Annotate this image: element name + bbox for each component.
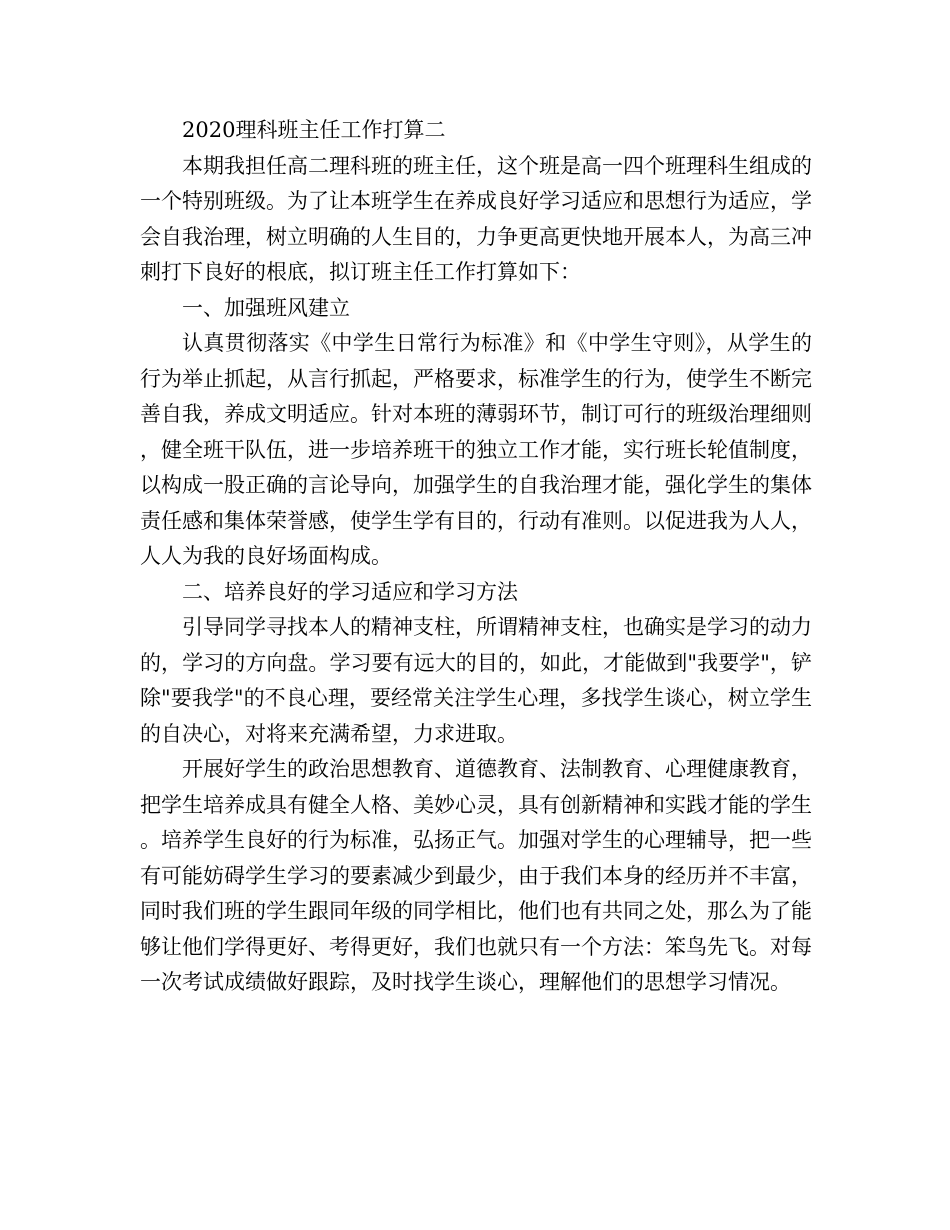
section-2-paragraph-2: 开展好学生的政治思想教育、道德教育、法制教育、心理健康教育，把学生培养成具有健全人格、美妙心灵，具有创新精神和实践才能的学生。培养学生良好的行为标准，弘扬正气。加强对学生的心理辅导，把一些有可能妨碍学生学习的要素减少到最少，由于我们本身的经历并不丰富，同时我们班的学生跟同年级的同学相比，他们也有共同之处，那么为了能够让他们学得更好、考得更好，我们也就只有一个方法：笨鸟先飞。对每一次考试成绩做好跟踪，及时找学生谈心，理解他们的思想学习情况。 xyxy=(140,757,812,994)
intro-paragraph: 本期我担任高二理科班的班主任，这个班是高一四个班理科生组成的一个特别班级。为了让本班学生在养成良好学习适应和思想行为适应，学会自我治理，树立明确的人生目的，力争更高更快地开展本人，为高三冲刺打下良好的根底，拟订班主任工作打算如下： xyxy=(140,153,812,284)
section-1-paragraph: 认真贯彻落实《中学生日常行为标准》和《中学生守则》，从学生的行为举止抓起，从言行抓起，严格要求，标准学生的行为，使学生不断完善自我，养成文明适应。针对本班的薄弱环节，制订可行的班级治理细则，健全班干队伍，进一步培养班干的独立工作才能，实行班长轮值制度，以构成一股正确的言论导向，加强学生的自我治理才能，强化学生的集体责任感和集体荣誉感，使学生学有目的，行动有准则。以促进我为人人，人人为我的良好场面构成。 xyxy=(140,331,812,568)
document-body xyxy=(140,113,812,1001)
document-title: 2020理科班主任工作打算二 xyxy=(182,118,446,142)
section-2-paragraph-1: 引导同学寻找本人的精神支柱，所谓精神支柱，也确实是学习的动力的，学习的方向盘。学习要有远大的目的，如此，才能做到"我要学"，铲除"要我学"的不良心理，要经常关注学生心理，多找学生谈心，树立学生的自决心，对将来充满希望，力求进取。 xyxy=(140,615,812,746)
section-heading-1: 一、加强班风建立 xyxy=(182,295,350,320)
section-heading-2: 二、培养良好的学习适应和学习方法 xyxy=(182,579,518,604)
